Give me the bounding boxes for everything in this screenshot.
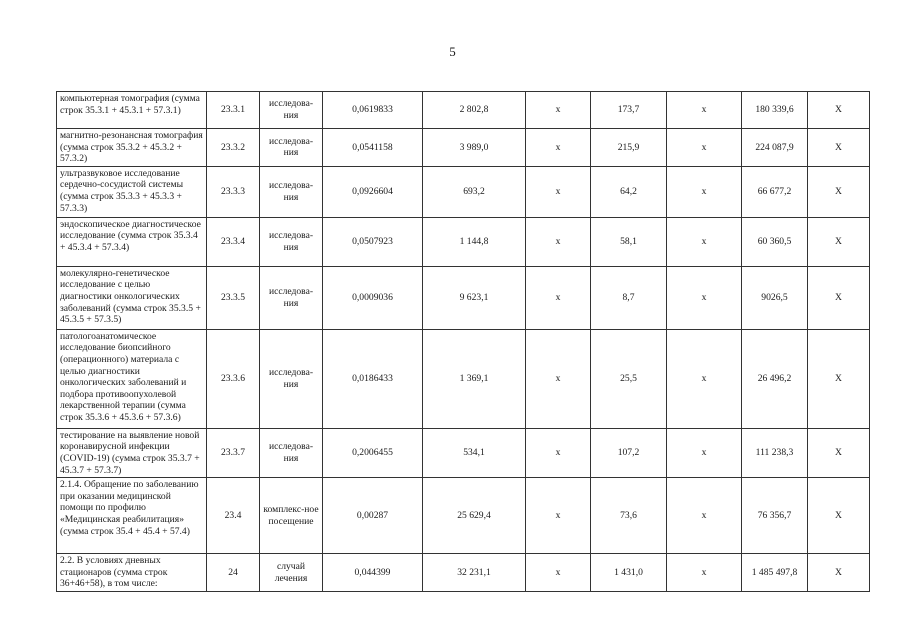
row-col-x2: x xyxy=(667,478,742,554)
row-per-capita: 107,2 xyxy=(591,428,667,477)
page-number: 5 xyxy=(449,44,456,59)
row-unit: исследова-ния xyxy=(260,129,323,167)
row-code: 23.3.1 xyxy=(207,92,260,129)
row-per-capita: 25,5 xyxy=(591,329,667,428)
row-total: 26 496,2 xyxy=(742,329,808,428)
row-name: молекулярно-генетическое исследование с целью диагностики онкологических заболеваний (сумма строк 35.3.5 + 45.3.5 + 57.3.5) xyxy=(57,266,207,329)
row-norm: 0,044399 xyxy=(323,554,423,592)
row-norm: 0,0186433 xyxy=(323,329,423,428)
row-code: 23.3.2 xyxy=(207,129,260,167)
row-code: 23.3.5 xyxy=(207,266,260,329)
row-unit: комплекс-ное посещение xyxy=(260,478,323,554)
row-norm: 0,00287 xyxy=(323,478,423,554)
row-name: 2.2. В условиях дневных стационаров (сумма строк 36+46+58), в том числе: xyxy=(57,554,207,592)
row-name: ультразвуковое исследование сердечно-сосудистой системы (сумма строк 35.3.3 + 45.3.3 + 57.3.3) xyxy=(57,166,207,217)
row-code: 23.3.4 xyxy=(207,217,260,266)
row-col-x1: x xyxy=(526,92,591,129)
row-code: 23.3.7 xyxy=(207,428,260,477)
row-col-x2: x xyxy=(667,428,742,477)
row-per-capita: 58,1 xyxy=(591,217,667,266)
row-total: 9026,5 xyxy=(742,266,808,329)
table-row xyxy=(57,166,870,217)
row-col-x3: X xyxy=(808,329,870,428)
row-name: 2.1.4. Обращение по заболеванию при оказании медицинской помощи по профилю «Медицинская реабилитация» (сумма строк 35.4 + 45.4 + 57.4) xyxy=(57,478,207,554)
row-total: 111 238,3 xyxy=(742,428,808,477)
row-code: 23.3.3 xyxy=(207,166,260,217)
row-total: 180 339,6 xyxy=(742,92,808,129)
row-col-x1: x xyxy=(526,266,591,329)
row-code: 24 xyxy=(207,554,260,592)
row-unit: исследова-ния xyxy=(260,166,323,217)
row-per-capita: 173,7 xyxy=(591,92,667,129)
row-code: 23.4 xyxy=(207,478,260,554)
row-col-x3: X xyxy=(808,166,870,217)
row-col-x1: x xyxy=(526,166,591,217)
row-total: 60 360,5 xyxy=(742,217,808,266)
row-cost: 32 231,1 xyxy=(423,554,526,592)
row-col-x2: x xyxy=(667,92,742,129)
row-col-x2: x xyxy=(667,329,742,428)
row-cost: 2 802,8 xyxy=(423,92,526,129)
row-col-x3: X xyxy=(808,266,870,329)
row-per-capita: 8,7 xyxy=(591,266,667,329)
row-col-x2: x xyxy=(667,129,742,167)
row-col-x3: X xyxy=(808,478,870,554)
row-name: эндоскопическое диагностическое исследование (сумма строк 35.3.4 + 45.3.4 + 57.3.4) xyxy=(57,217,207,266)
row-total: 1 485 497,8 xyxy=(742,554,808,592)
table-row xyxy=(57,428,870,477)
row-col-x1: x xyxy=(526,217,591,266)
row-norm: 0,0541158 xyxy=(323,129,423,167)
row-unit: исследова-ния xyxy=(260,92,323,129)
row-name: тестирование на выявление новой коронавирусной инфекции (COVID-19) (сумма строк 35.3.7 + 45.3.7 + 57.3.7) xyxy=(57,428,207,477)
row-col-x3: X xyxy=(808,428,870,477)
row-name: магнитно-резонансная томография (сумма строк 35.3.2 + 45.3.2 + 57.3.2) xyxy=(57,129,207,167)
table-row xyxy=(57,554,870,592)
row-cost: 534,1 xyxy=(423,428,526,477)
row-norm: 0,0507923 xyxy=(323,217,423,266)
row-col-x2: x xyxy=(667,554,742,592)
row-total: 76 356,7 xyxy=(742,478,808,554)
row-col-x3: X xyxy=(808,92,870,129)
table-row xyxy=(57,129,870,167)
row-total: 66 677,2 xyxy=(742,166,808,217)
row-unit: исследова-ния xyxy=(260,428,323,477)
row-code: 23.3.6 xyxy=(207,329,260,428)
row-per-capita: 73,6 xyxy=(591,478,667,554)
row-col-x3: X xyxy=(808,217,870,266)
row-col-x1: x xyxy=(526,329,591,428)
row-unit: случай лечения xyxy=(260,554,323,592)
row-norm: 0,0009036 xyxy=(323,266,423,329)
table-row xyxy=(57,217,870,266)
table-row xyxy=(57,329,870,428)
row-col-x3: X xyxy=(808,554,870,592)
row-unit: исследова-ния xyxy=(260,266,323,329)
row-col-x1: x xyxy=(526,554,591,592)
row-per-capita: 215,9 xyxy=(591,129,667,167)
row-total: 224 087,9 xyxy=(742,129,808,167)
table-row xyxy=(57,478,870,554)
row-cost: 693,2 xyxy=(423,166,526,217)
table-row xyxy=(57,92,870,129)
row-cost: 1 144,8 xyxy=(423,217,526,266)
row-cost: 3 989,0 xyxy=(423,129,526,167)
row-unit: исследова-ния xyxy=(260,329,323,428)
table-row xyxy=(57,266,870,329)
row-cost: 9 623,1 xyxy=(423,266,526,329)
row-norm: 0,0619833 xyxy=(323,92,423,129)
row-unit: исследова-ния xyxy=(260,217,323,266)
row-col-x2: x xyxy=(667,166,742,217)
row-col-x2: x xyxy=(667,266,742,329)
row-norm: 0,0926604 xyxy=(323,166,423,217)
row-cost: 25 629,4 xyxy=(423,478,526,554)
row-cost: 1 369,1 xyxy=(423,329,526,428)
data-table xyxy=(56,91,870,592)
row-per-capita: 1 431,0 xyxy=(591,554,667,592)
row-col-x3: X xyxy=(808,129,870,167)
row-name: компьютерная томография (сумма строк 35.3.1 + 45.3.1 + 57.3.1) xyxy=(57,92,207,129)
row-col-x2: x xyxy=(667,217,742,266)
row-per-capita: 64,2 xyxy=(591,166,667,217)
row-name: патологоанатомическое исследование биопсийного (операционного) материала с целью диагностики онкологических заболеваний и подбора противоопухолевой лекарственной терапии (сумма строк 35.3.6 + 45.3.6 + 57.3.6) xyxy=(57,329,207,428)
row-col-x1: x xyxy=(526,428,591,477)
row-col-x1: x xyxy=(526,129,591,167)
row-col-x1: x xyxy=(526,478,591,554)
row-norm: 0,2006455 xyxy=(323,428,423,477)
